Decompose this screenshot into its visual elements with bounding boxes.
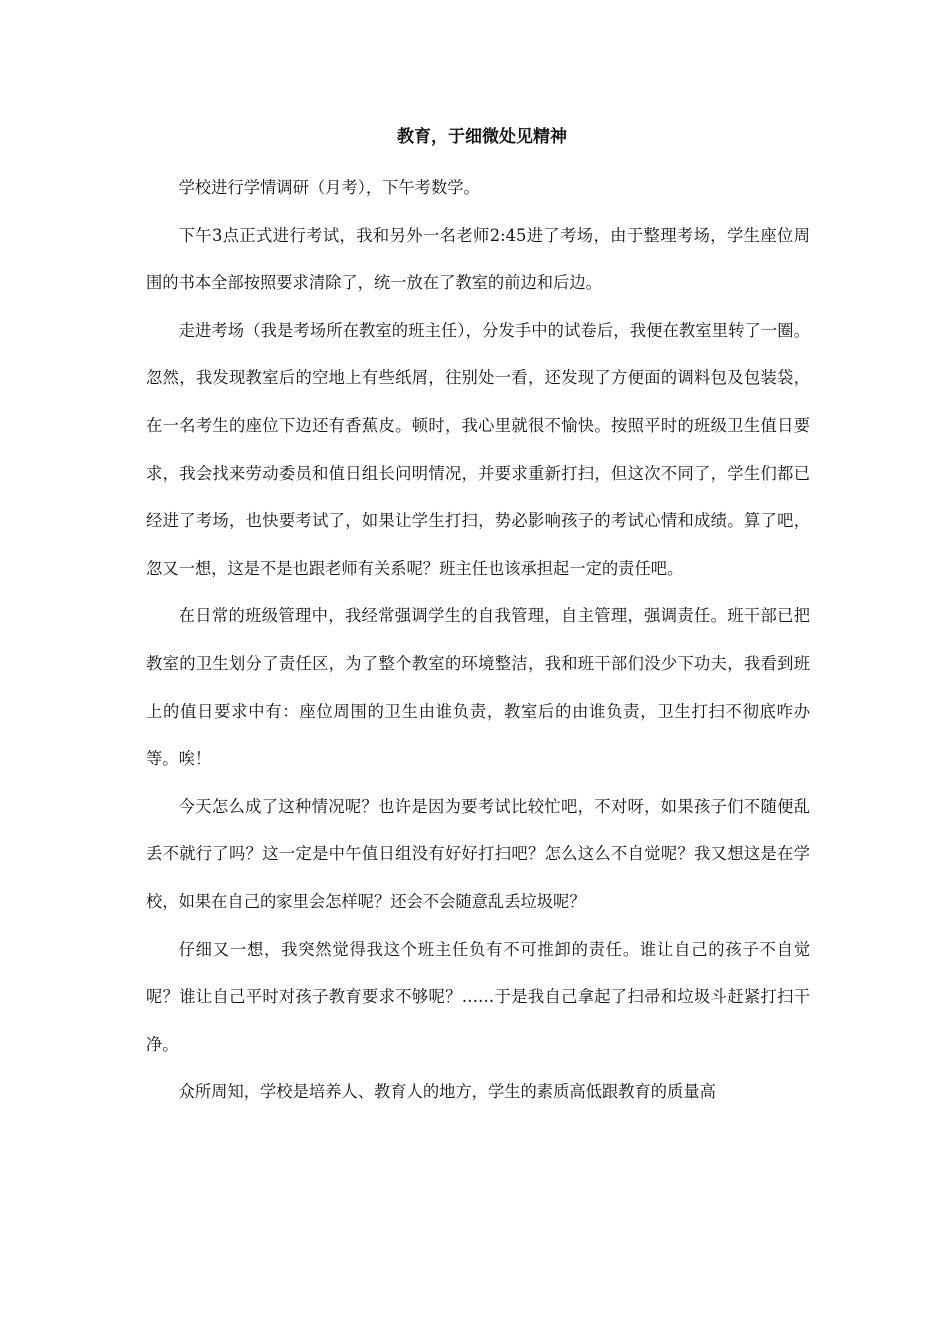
paragraph-6: 仔细又一想，我突然觉得我这个班主任负有不可推卸的责任。谁让自己的孩子不自觉呢？谁让自己平时对孩子教育要求不够呢？……于是我自己拿起了扫帚和垃圾斗赶紧打扫干净。 bbox=[146, 939, 810, 1054]
paragraph-1: 学校进行学情调研（月考），下午考数学。 bbox=[178, 178, 480, 197]
paragraph-2: 下午3点正式进行考试，我和另外一名老师2:45进了考场，由于整理考场，学生座位周围的书本全部按照要求清除了，统一放在了教室的前边和后边。 bbox=[146, 225, 810, 293]
paragraph-4: 在日常的班级管理中，我经常强调学生的自我管理，自主管理，强调责任。班干部已把教室的卫生划分了责任区，为了整个教室的环境整洁，我和班干部们没少下功夫，我看到班上的值日要求中有：座位周围的卫生由谁负责，教室后的由谁负责，卫生打扫不彻底咋办等。唉！ bbox=[146, 606, 810, 769]
paragraph-3: 走进考场（我是考场所在教室的班主任），分发手中的试卷后，我便在教室里转了一圈。忽然，我发现教室后的空地上有些纸屑，往别处一看，还发现了方便面的调料包及包装袋，在一名考生的座位下边还有香蕉皮。顿时，我心里就很不愉快。按照平时的班级卫生值日要求，我会找来劳动委员和值日组长问明情况，并要求重新打扫，但这次不同了，学生们都已经进了考场，也快要考试了，如果让学生打扫，势必影响孩子的考试心情和成绩。算了吧，忽又一想，这是不是也跟老师有关系呢？班主任也该承担起一定的责任吧。 bbox=[146, 320, 810, 578]
document-title: 教育，于细微处见精神 bbox=[397, 127, 567, 147]
paragraph-5: 今天怎么成了这种情况呢？也许是因为要考试比较忙吧，不对呀，如果孩子们不随便乱丢不就行了吗？这一定是中午值日组没有好好打扫吧？怎么这么不自觉呢？我又想这是在学校，如果在自己的家里会怎样呢？还会不会随意乱丢垃圾呢？ bbox=[146, 796, 810, 911]
paragraph-7: 众所周知，学校是培养人、教育人的地方，学生的素质高低跟教育的质量高 bbox=[178, 1082, 716, 1102]
document-page bbox=[146, 118, 810, 1116]
